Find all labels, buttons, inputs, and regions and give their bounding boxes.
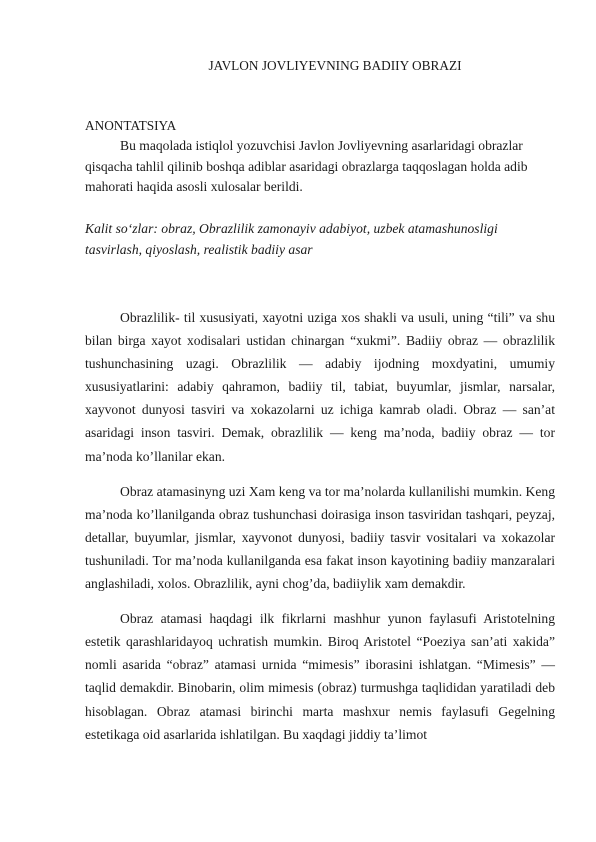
annotation-block xyxy=(85,136,555,198)
annotation-text: Bu maqolada istiqlol yozuvchisi Javlon Jovliyevning asarlaridagi obrazlar qisqacha tahlil qilinib boshqa adiblar asaridagi obrazlarga taqqoslagan holda adib mahorati haqida asosli xulosalar berildi. xyxy=(85,138,528,194)
document-title: JAVLON JOVLIYEVNING BADIIY OBRAZI xyxy=(208,58,462,73)
body-paragraph-3: Obraz atamasi haqdagi ilk fikrlarni mashhur yunon faylasufi Aristotelning estetik qarashlaridayoq uchratish mumkin. Biroq Aristotel “Poeziya san’ati xakida” nomli asarida “obraz” atamasi urnida “mimesis” iborasini ishlatgan. “Mimesis” — taqlid demakdir. Binobarin, olim mimesis (obraz) turmushga taqlididan yaratiladi deb hisoblagan. Obraz atamasi birinchi marta mashxur nemis faylasufi Gegelning estetikaga oid asarlarida ishlatilgan. Bu xaqdagi jiddiy ta’limot xyxy=(85,611,555,742)
body-paragraph-1: Obrazlilik- til xususiyati, xayotni uziga xos shakli va usuli, uning “tili” va shu bilan birga xayot xodisalari ustidan chinargan “xukmi”. Badiiy obraz — obrazlilik tushunchasining uzagi. Obrazlilik — adabiy ijodning moxdyatini, umumiy xususiyatlarini: adabiy qahramon, badiiy til, tabiat, buyumlar, jismlar, narsalar, xayvonot dunyosi tasviri va xokazolarni uz ichiga kamrab oladi. Obraz — san’at asaridagi inson tasviri. Demak, obrazlilik — keng ma’noda, badiiy obraz — tor ma’noda ko’llanilar ekan. xyxy=(85,310,555,464)
keywords: Kalit so‘zlar: obraz, Obrazlilik zamonayiv adabiyot, uzbek atamashunosligi tasvirlash, qiyoslash, realistik badiiy asar xyxy=(85,221,498,257)
annotation-heading: ANONTATSIYA xyxy=(85,118,177,133)
body-paragraph-2: Obraz atamasinyng uzi Xam keng va tor ma’nolarda kullanilishi mumkin. Keng ma’noda ko’llanilganda obraz tushunchasi doirasiga inson tasviridan tashqari, peyzaj, detallar, buyumlar, jismlar, xayvonot dunyosi, badiiy tasvir vositalari va xokazolar tushuniladi. Tor ma’noda kullanilganda esa fakat inson kayotining badiiy manzaralari anglashiladi, xolos. Obrazlilik, ayni chog’da, badiiylik xam demakdir. xyxy=(85,483,555,592)
body-text xyxy=(85,306,555,758)
